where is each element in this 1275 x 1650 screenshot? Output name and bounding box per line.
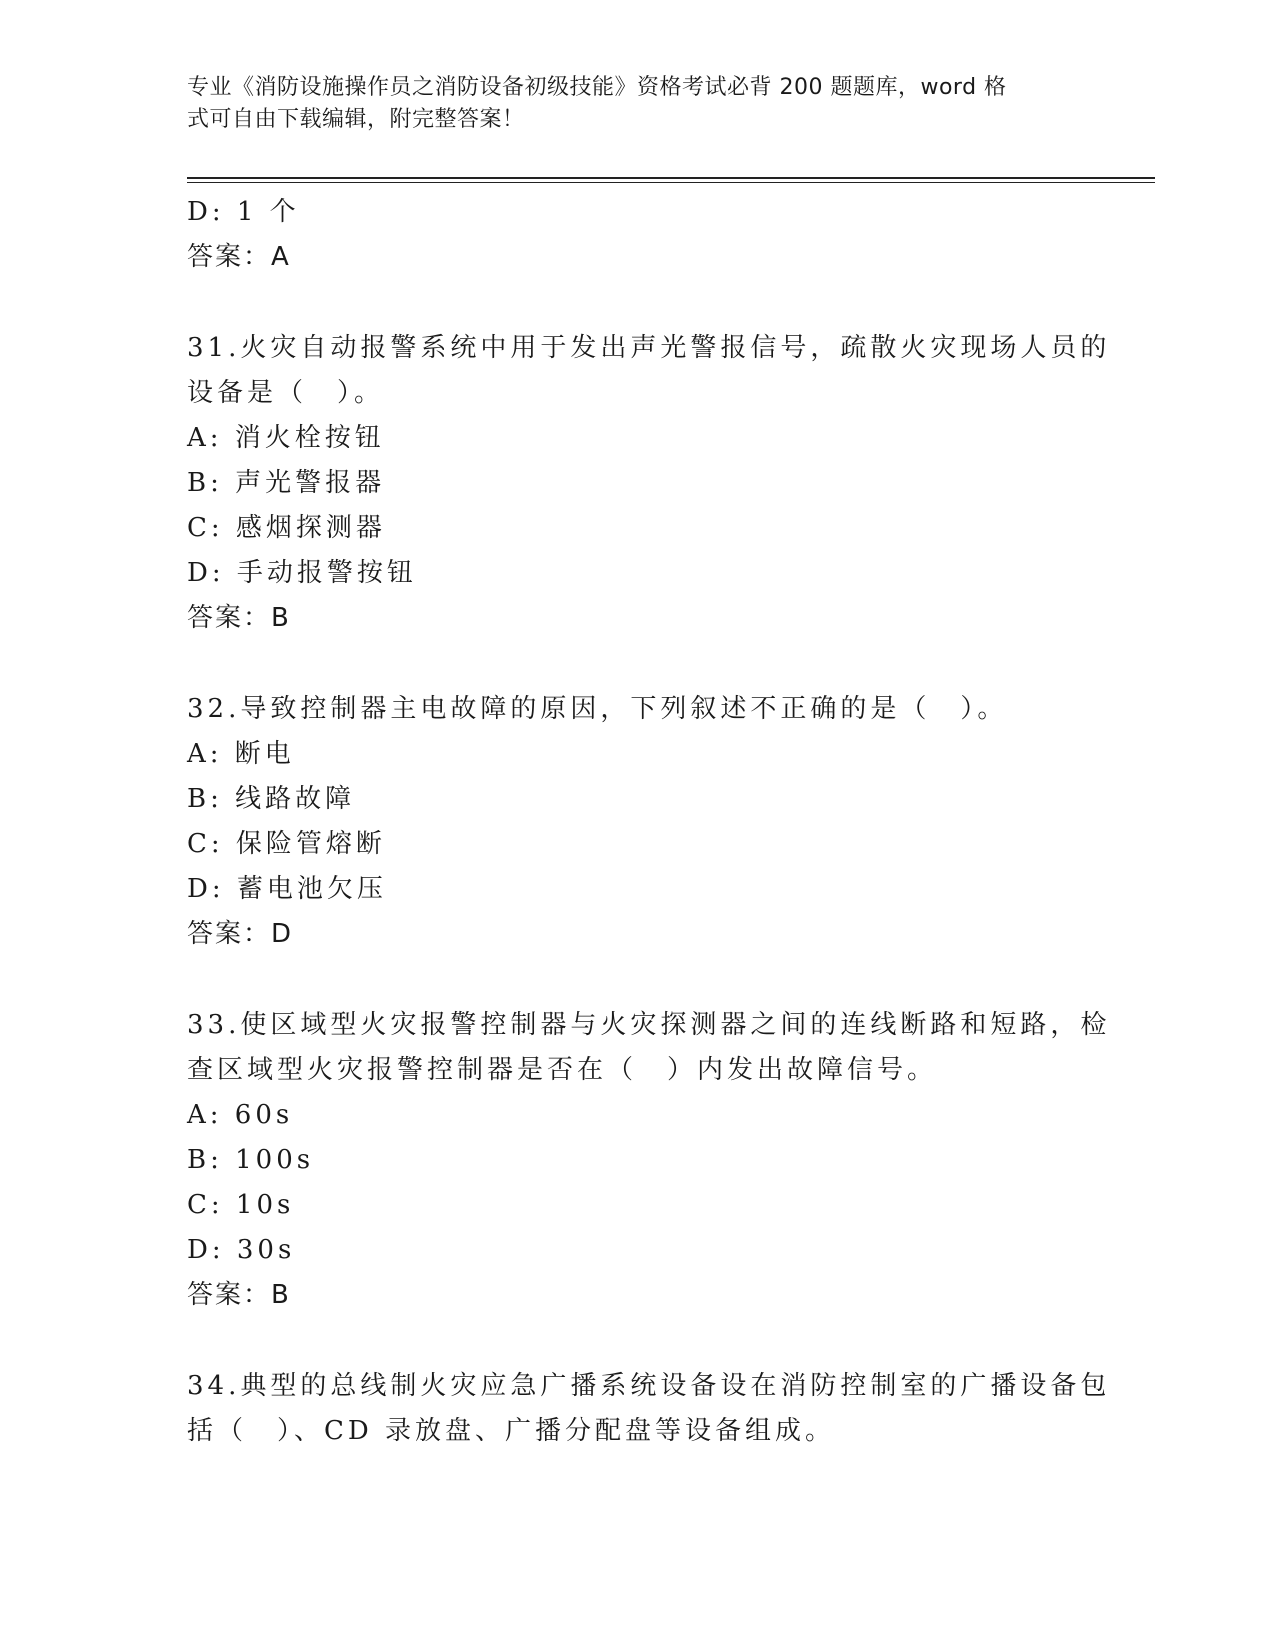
question-text-line-2: 括（ ）、CD 录放盘、广播分配盘等设备组成。 bbox=[187, 1416, 836, 1446]
answer-line: 答案：B bbox=[187, 1280, 291, 1310]
option-a: A: 60s bbox=[187, 1100, 294, 1130]
option-c: C: 感烟探测器 bbox=[187, 513, 386, 543]
option-a: A: 断电 bbox=[187, 739, 295, 769]
question-text-line-1: 34.典型的总线制火灾应急广播系统设备设在消防控制室的广播设备包 bbox=[187, 1371, 1111, 1401]
question-32 bbox=[187, 687, 1087, 957]
answer-line: 答案：B bbox=[187, 603, 291, 633]
question-34 bbox=[187, 1364, 1111, 1454]
option-d: D: 1 个 bbox=[187, 197, 300, 227]
header-divider-thick bbox=[187, 177, 1155, 179]
question-31 bbox=[187, 326, 1111, 641]
header-line-1: 专业《消防设施操作员之消防设备初级技能》资格考试必背 200 题题库，word 格 bbox=[187, 75, 1007, 100]
question-list bbox=[187, 190, 1111, 1454]
question-text-line-1: 31.火灾自动报警系统中用于发出声光警报信号，疏散火灾现场人员的 bbox=[187, 333, 1111, 363]
option-d: D: 30s bbox=[187, 1235, 296, 1265]
option-c: C: 保险管熔断 bbox=[187, 829, 386, 859]
answer-line: 答案：A bbox=[187, 242, 291, 272]
question-text-line-1: 32.导致控制器主电故障的原因，下列叙述不正确的是（ ）。 bbox=[187, 694, 1008, 724]
option-b: B: 线路故障 bbox=[187, 784, 356, 814]
question-text-line-2: 设备是（ ）。 bbox=[187, 378, 385, 408]
header-line-2: 式可自由下载编辑，附完整答案！ bbox=[187, 107, 525, 132]
document-header bbox=[187, 72, 1067, 136]
header-divider-thin bbox=[187, 182, 1155, 183]
question-text-line-1: 33.使区域型火灾报警控制器与火灾探测器之间的连线断路和短路，检 bbox=[187, 1010, 1111, 1040]
question-33 bbox=[187, 1003, 1111, 1318]
option-d: D: 手动报警按钮 bbox=[187, 558, 417, 588]
option-c: C: 10s bbox=[187, 1190, 295, 1220]
option-b: B: 100s bbox=[187, 1145, 315, 1175]
question-text-line-2: 查区域型火灾报警控制器是否在（ ）内发出故障信号。 bbox=[187, 1055, 938, 1085]
option-a: A: 消火栓按钮 bbox=[187, 423, 385, 453]
previous-question-tail bbox=[187, 190, 1087, 280]
answer-line: 答案：D bbox=[187, 919, 294, 949]
option-b: B: 声光警报器 bbox=[187, 468, 386, 498]
option-d: D: 蓄电池欠压 bbox=[187, 874, 387, 904]
